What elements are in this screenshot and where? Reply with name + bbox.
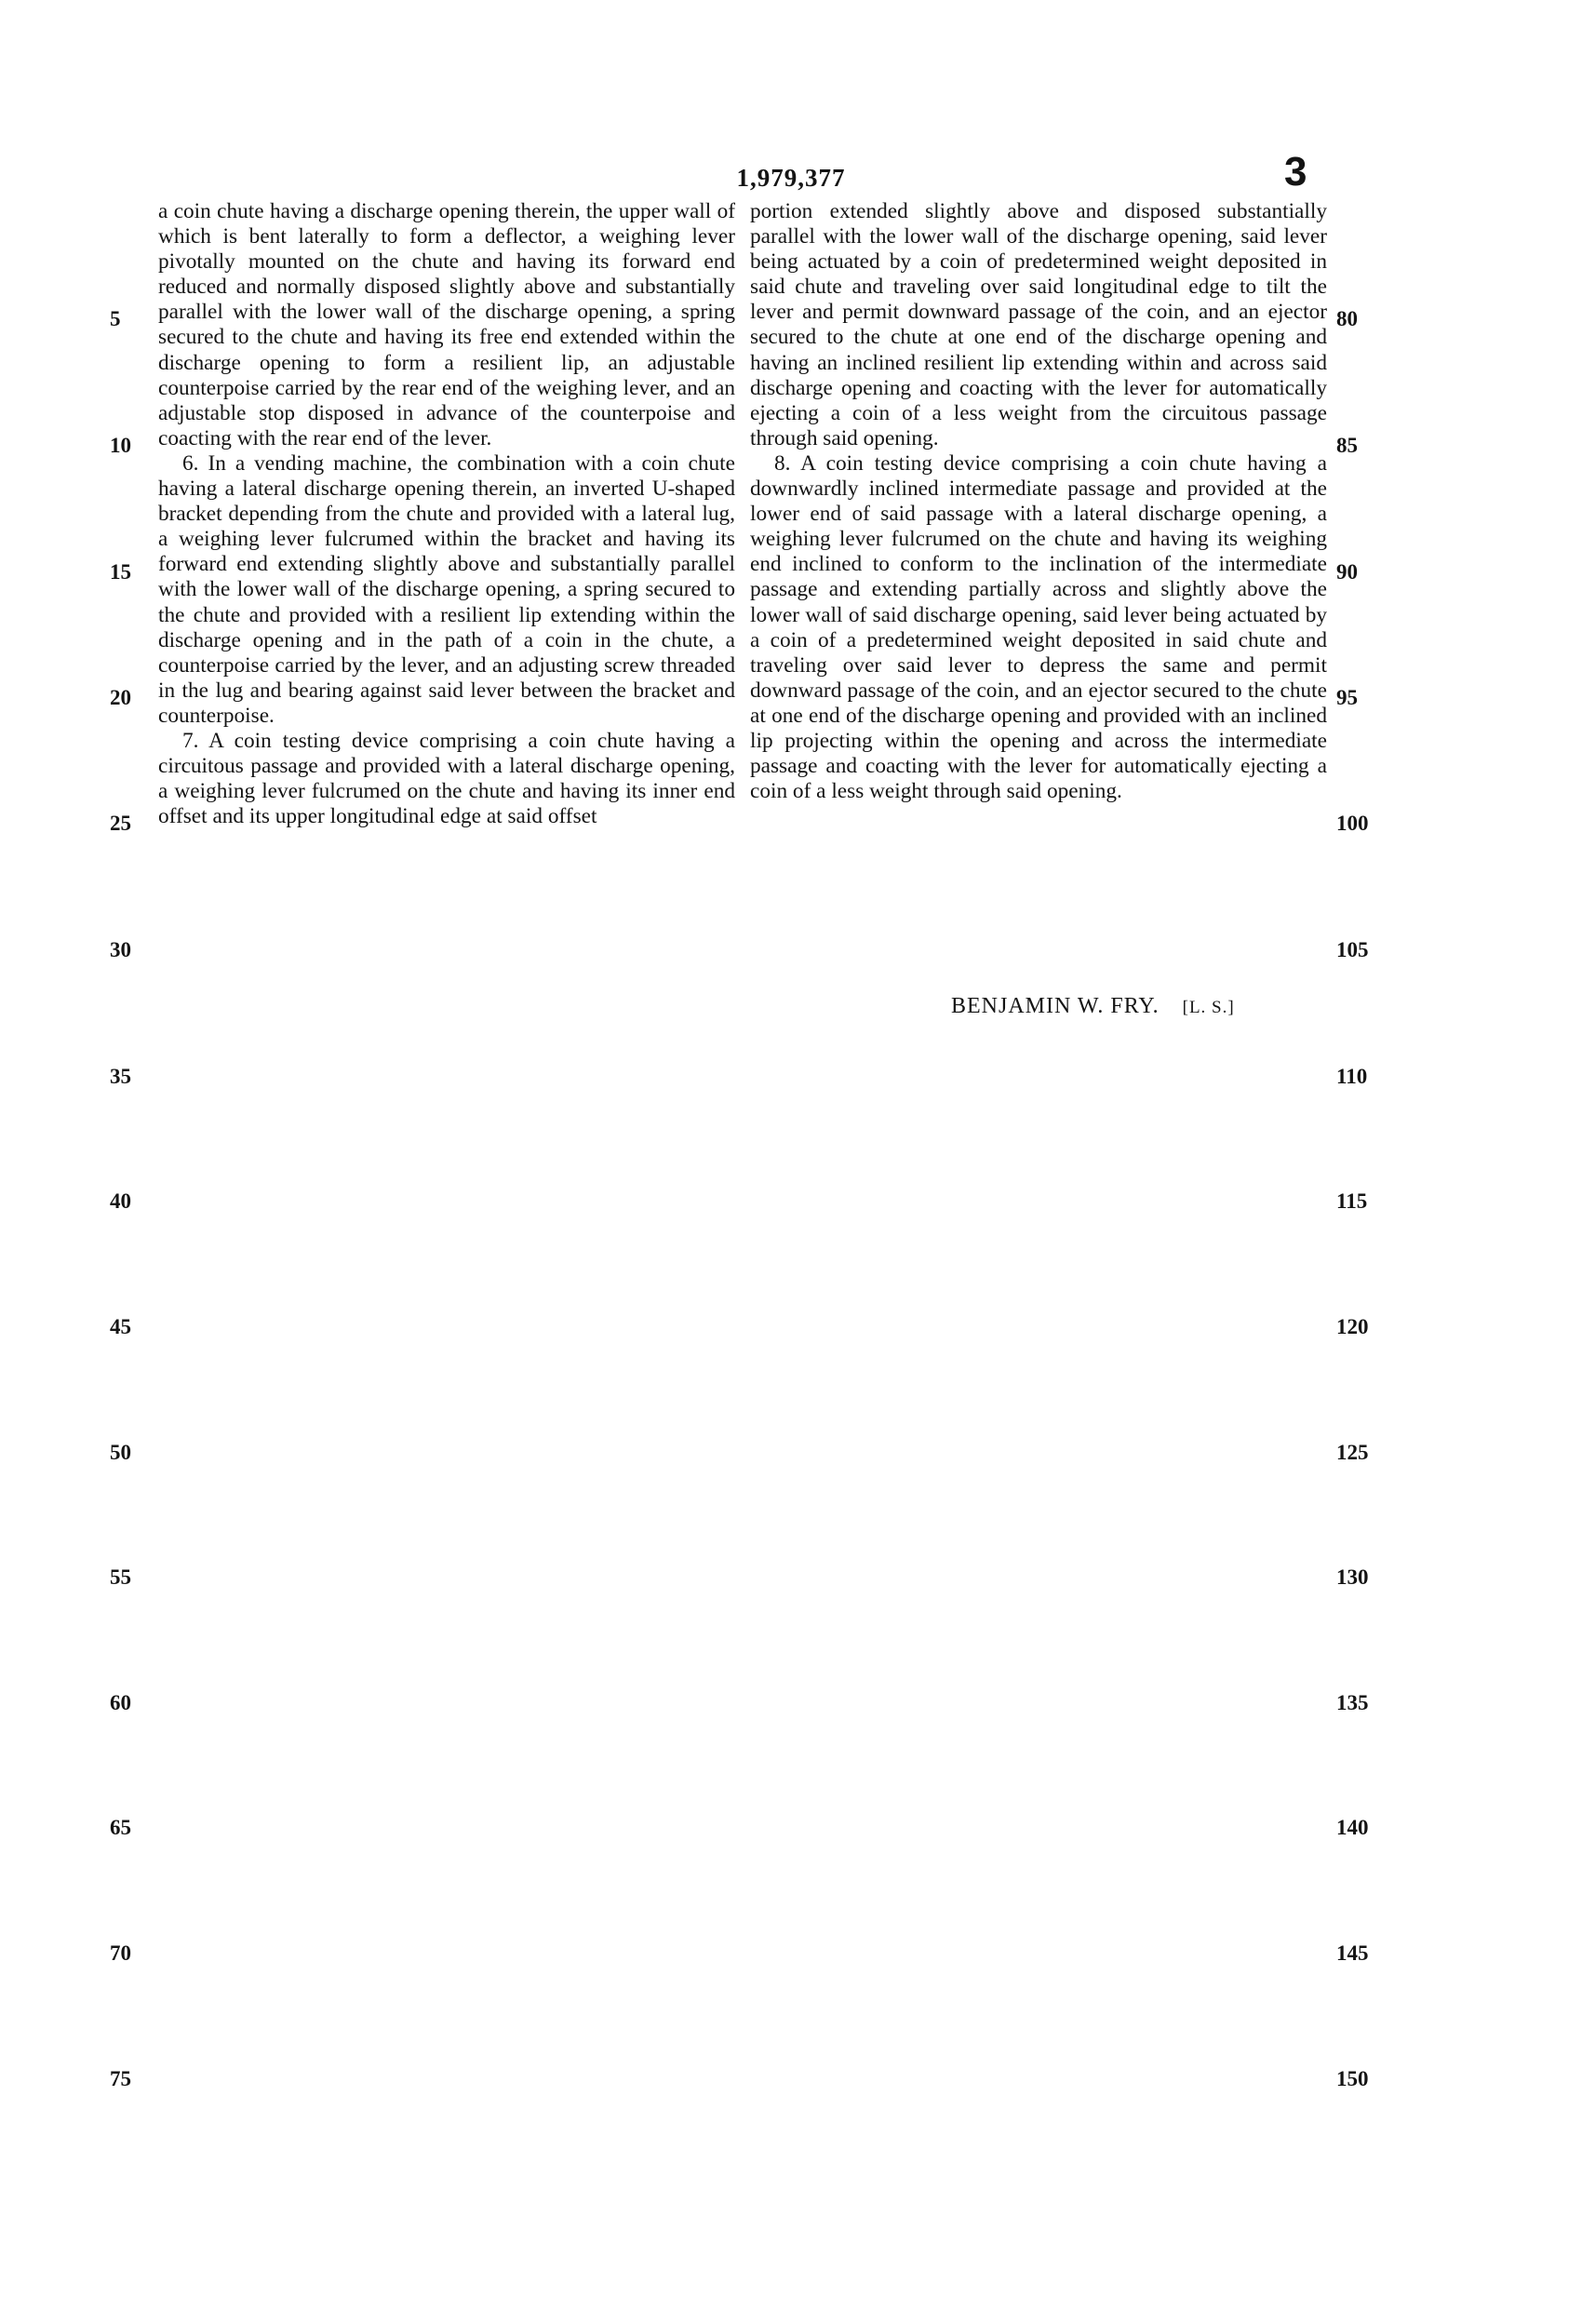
line-number: 105	[1336, 938, 1369, 961]
signature-block	[951, 994, 1323, 1019]
claim-7-continuation: portion extended slightly above and disposed substantially parallel with the lower wall of the discharge opening, said lever being actuated by a coin of predetermined weight deposited in said chute and traveling over said longitudinal edge to tilt the lever and permit downward passage of the coin, and an ejector secured to the chute at one end of the discharge opening and having an inclined resilient lip extending within and across said discharge opening and coacting with the lever for automatically ejecting a coin of a less weight from the circuitous passage through said opening.	[750, 199, 1327, 450]
line-number: 55	[110, 1565, 131, 1589]
line-number: 145	[1336, 1941, 1369, 1965]
line-number: 120	[1336, 1315, 1369, 1338]
text-column-right	[750, 199, 1327, 804]
line-number: 25	[110, 812, 131, 835]
line-number: 135	[1336, 1691, 1369, 1714]
line-number: 5	[110, 307, 121, 330]
line-number: 140	[1336, 1816, 1369, 1839]
line-number: 35	[110, 1065, 131, 1088]
line-number: 15	[110, 560, 131, 584]
line-number: 75	[110, 2067, 131, 2090]
claim-5-continuation: a coin chute having a discharge opening therein, the upper wall of which is bent laterally to form a deflector, a weighing lever pivotally mounted on the chute and having its forward end reduced and normally disposed slightly above and substantially parallel with the lower wall of the discharge opening, a spring secured to the chute and having its free end extended within the discharge opening to form a resilient lip, an adjustable counterpoise carried by the rear end of the weighing lever, and an adjustable stop disposed in advance of the counterpoise and coacting with the rear end of the lever.	[158, 199, 735, 450]
line-number: 40	[110, 1189, 131, 1213]
line-number: 115	[1336, 1189, 1368, 1213]
claim-7-start: 7. A coin testing device comprising a coin chute having a circuitous passage and provided with a lateral discharge opening, a weighing lever fulcrumed on the chute and having its inner end offset and its upper longitudinal edge at said offset	[158, 728, 735, 829]
line-number: 70	[110, 1941, 131, 1965]
line-number: 110	[1336, 1065, 1368, 1088]
line-number: 95	[1336, 686, 1358, 709]
line-number: 80	[1336, 307, 1358, 330]
patent-number: 1,979,377	[736, 164, 846, 192]
line-number: 130	[1336, 1565, 1369, 1589]
line-number: 100	[1336, 812, 1369, 835]
seal-mark: [L. S.]	[1182, 998, 1235, 1017]
line-number: 45	[110, 1315, 131, 1338]
line-number: 150	[1336, 2067, 1369, 2090]
line-number: 65	[110, 1816, 131, 1839]
claim-6: 6. In a vending machine, the combination with a coin chute having a lateral discharge opening therein, an inverted U-shaped bracket depending from the chute and provided with a lateral lug, a weighing lever fulcrumed within the bracket and having its forward end extending slightly above and substantially parallel with the lower wall of the discharge opening, a spring secured to the chute and provided with a resilient lip extending within the discharge opening and in the path of a coin in the chute, a counterpoise carried by the lever, and an adjusting screw threaded in the lug and bearing against said lever between the bracket and counterpoise.	[158, 450, 735, 728]
line-number: 125	[1336, 1441, 1369, 1464]
text-column-left	[158, 199, 735, 829]
line-number: 60	[110, 1691, 131, 1714]
inventor-name: BENJAMIN W. FRY.	[951, 994, 1160, 1018]
line-number: 90	[1336, 560, 1358, 584]
line-number: 10	[110, 434, 131, 457]
line-number: 20	[110, 686, 131, 709]
claim-8: 8. A coin testing device comprising a coin chute having a downwardly inclined intermediate passage and provided at the lower end of said passage with a lateral discharge opening, a weighing lever fulcrumed on the chute and having its weighing end inclined to conform to the inclination of the intermediate passage and extending partially across and slightly above the lower wall of said discharge opening, said lever being actuated by a coin of a predetermined weight deposited in said chute and traveling over said lever to depress the same and permit downward passage of the coin, and an ejector secured to the chute at one end of the discharge opening and provided with an inclined lip projecting within the opening and across the intermediate passage and coacting with the lever for automatically ejecting a coin of a less weight through said opening.	[750, 450, 1327, 804]
line-number: 30	[110, 938, 131, 961]
line-number: 85	[1336, 434, 1358, 457]
line-number: 50	[110, 1441, 131, 1464]
page-number: 3	[1284, 149, 1307, 195]
